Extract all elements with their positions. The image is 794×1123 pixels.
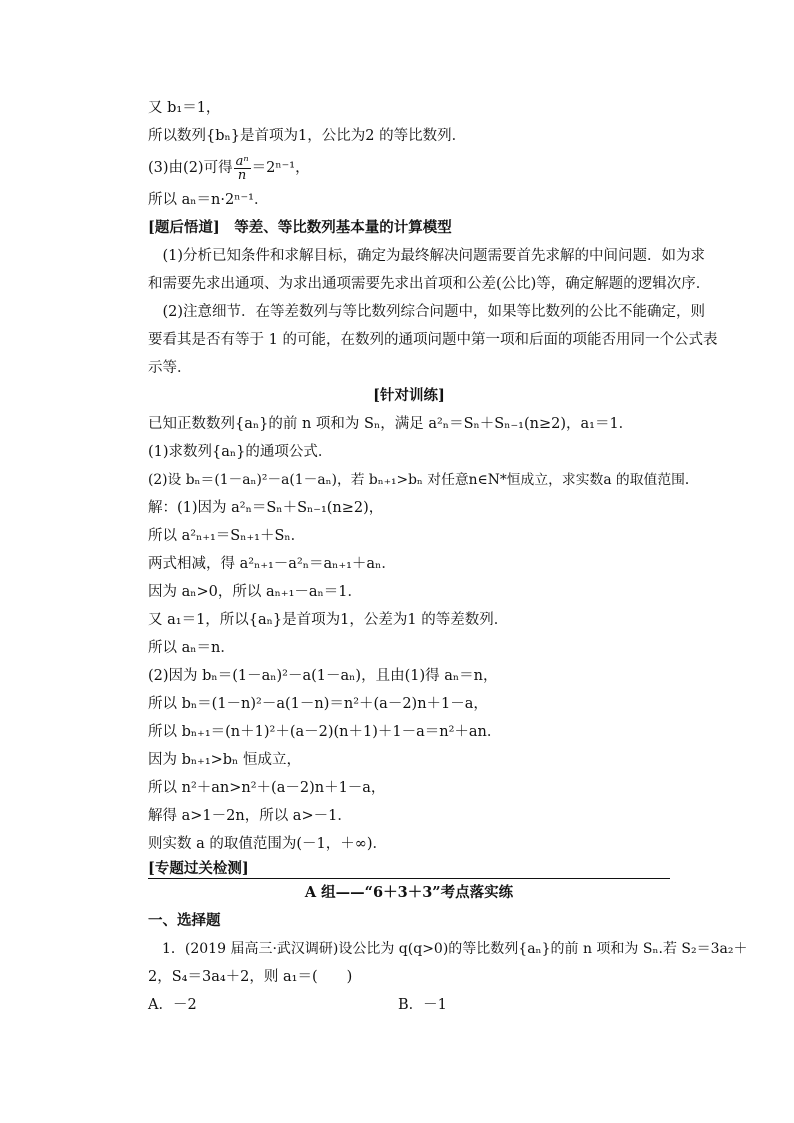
text-line: 要看其是否有等于 1 的可能，在数列的通项问题中第一项和后面的项能否用同一个公式表 [148, 332, 718, 348]
text-fragment: (3)由(2)可得 [148, 160, 233, 176]
fraction-numerator: aⁿ [235, 153, 249, 169]
text-line: (2)设 bₙ＝(1－aₙ)²－a(1－aₙ)，若 bₙ₊₁>bₙ 对任意n∈N*恒成立，求实数a 的取值范围． [148, 472, 699, 488]
text-line: 解：(1)因为 a²ₙ＝Sₙ＋Sₙ₋₁(n≥2)， [148, 500, 384, 516]
text-line: 又 a₁＝1，所以{aₙ}是首项为1，公差为1 的等差数列． [148, 612, 509, 628]
section-heading: [题后悟道] 等差、等比数列基本量的计算模型 [148, 219, 452, 236]
text-line: 所以 aₙ＝n·2ⁿ⁻¹． [148, 192, 269, 208]
text-line: (1)分析已知条件和求解目标，确定为最终解决问题需要首先求解的中间问题．如为求 [148, 248, 706, 264]
text-fragment: ＝2ⁿ⁻¹， [251, 160, 310, 176]
text-line: 两式相减，得 a²ₙ₊₁－a²ₙ＝aₙ₊₁＋aₙ． [148, 556, 396, 572]
text-line: 则实数 a 的取值范围为(－1，＋∞)． [148, 836, 387, 852]
text-line: 和需要先求出通项、为求出通项需要先求出首项和公差(公比)等，确定解题的逻辑次序． [148, 276, 711, 292]
text-line: 所以数列{bₙ}是首项为1，公比为2 的等比数列． [148, 128, 467, 144]
section-heading: [针对训练] [373, 387, 445, 404]
text-line: (2)注意细节．在等差数列与等比数列综合问题中，如果等比数列的公比不能确定，则 [148, 304, 706, 320]
fraction [234, 155, 251, 182]
section-heading: [专题过关检测] [148, 860, 249, 877]
text-line: (1)求数列{aₙ}的通项公式． [148, 444, 333, 460]
text-line: 因为 bₙ₊₁>bₙ 恒成立， [148, 752, 301, 768]
text-line: 因为 aₙ>0，所以 aₙ₊₁－aₙ＝1． [148, 584, 363, 600]
text-line: 已知正数数列{aₙ}的前 n 项和为 Sₙ，满足 a²ₙ＝Sₙ＋Sₙ₋₁(n≥2)，a₁＝1． [148, 416, 634, 432]
section-heading: 一、选择题 [148, 912, 221, 929]
text-line: (2)因为 bₙ＝(1－aₙ)²－a(1－aₙ)，且由(1)得 aₙ＝n， [148, 668, 498, 684]
text-line: 所以 a²ₙ₊₁＝Sₙ₊₁＋Sₙ． [148, 528, 306, 544]
text-line: 示等． [148, 360, 192, 376]
text-line: 又 b₁＝1， [148, 100, 221, 116]
text-line: 所以 bₙ₊₁＝(n＋1)²＋(a－2)(n＋1)＋1－a＝n²＋an． [148, 724, 502, 740]
question-line: 2，S₄＝3a₄＋2，则 a₁＝( ) [148, 969, 353, 985]
question-line: 1．(2019 届高三·武汉调研)设公比为 q(q>0)的等比数列{aₙ}的前 n 项和为 Sₙ.若 S₂＝3a₂＋ [148, 941, 748, 957]
answer-options [148, 991, 670, 1019]
text-line-fraction [148, 150, 670, 186]
option-b: B．－1 [398, 997, 447, 1013]
text-line: 所以 aₙ＝n． [148, 640, 235, 656]
document-body [148, 94, 748, 1019]
fraction-denominator: n [237, 167, 247, 183]
text-line: 所以 n²＋an>n²＋(a－2)n＋1－a， [148, 780, 386, 796]
text-line: 解得 a>1－2n，所以 a>－1． [148, 808, 352, 824]
text-line: 所以 bₙ＝(1－n)²－a(1－n)＝n²＋(a－2)n＋1－a， [148, 696, 488, 712]
group-heading: A 组——“6＋3＋3”考点落实练 [304, 884, 514, 901]
option-a: A．－2 [148, 997, 197, 1013]
